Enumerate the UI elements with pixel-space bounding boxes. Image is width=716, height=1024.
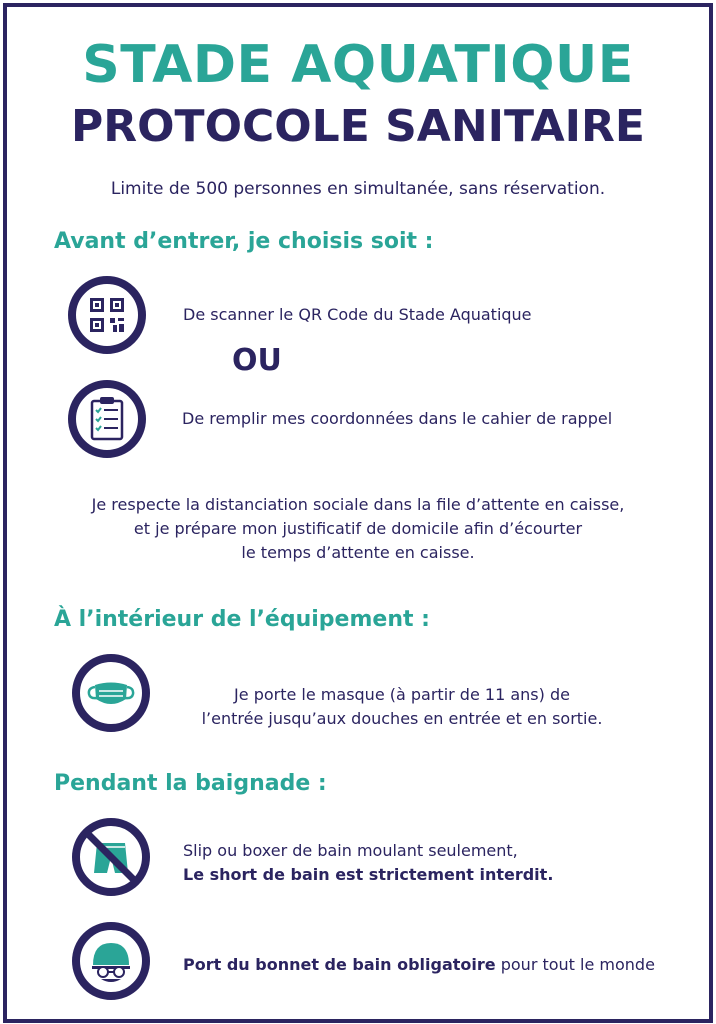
option-fill-register: De remplir mes coordonnées dans le cahier de rappel bbox=[182, 409, 613, 428]
section-heading-inside: À l’intérieur de l’équipement : bbox=[54, 607, 430, 632]
mask-rule bbox=[157, 683, 647, 731]
section-heading-swimming: Pendant la baignade : bbox=[54, 771, 327, 796]
queue-instructions bbox=[7, 493, 709, 565]
swimwear-rule bbox=[183, 839, 553, 887]
swimwear-rule-line-1: Slip ou boxer de bain moulant seulement, bbox=[183, 841, 518, 860]
swim-cap-rule-bold: Port du bonnet de bain obligatoire bbox=[183, 955, 496, 974]
qr-code-icon bbox=[67, 275, 147, 355]
swim-cap-rule-rest: pour tout le monde bbox=[495, 955, 655, 974]
no-shorts-icon bbox=[71, 817, 151, 897]
swim-cap-icon bbox=[71, 921, 151, 1001]
mask-rule-line-2: l’entrée jusqu’aux douches en entrée et en sortie. bbox=[201, 709, 603, 728]
title-line-1: STADE AQUATIQUE bbox=[82, 35, 634, 95]
title-line-2: PROTOCOLE SANITAIRE bbox=[71, 101, 645, 152]
or-separator: OU bbox=[232, 343, 282, 378]
swimwear-rule-line-2: Le short de bain est strictement interdit. bbox=[183, 865, 554, 884]
option-scan-qr: De scanner le QR Code du Stade Aquatique bbox=[183, 305, 532, 324]
poster bbox=[3, 3, 713, 1023]
section-heading-before-entry: Avant d’entrer, je choisis soit : bbox=[54, 229, 434, 254]
queue-line-2: et je prépare mon justificatif de domicile afin d’écourter bbox=[133, 519, 583, 538]
clipboard-icon bbox=[67, 379, 147, 459]
swim-cap-rule bbox=[183, 953, 655, 977]
face-mask-icon bbox=[71, 653, 151, 733]
queue-line-3: le temps d’attente en caisse. bbox=[241, 543, 475, 562]
capacity-notice: Limite de 500 personnes en simultanée, sans réservation. bbox=[110, 179, 606, 199]
mask-rule-line-1: Je porte le masque (à partir de 11 ans) de bbox=[234, 685, 570, 704]
queue-line-1: Je respecte la distanciation sociale dans la file d’attente en caisse, bbox=[91, 495, 625, 514]
